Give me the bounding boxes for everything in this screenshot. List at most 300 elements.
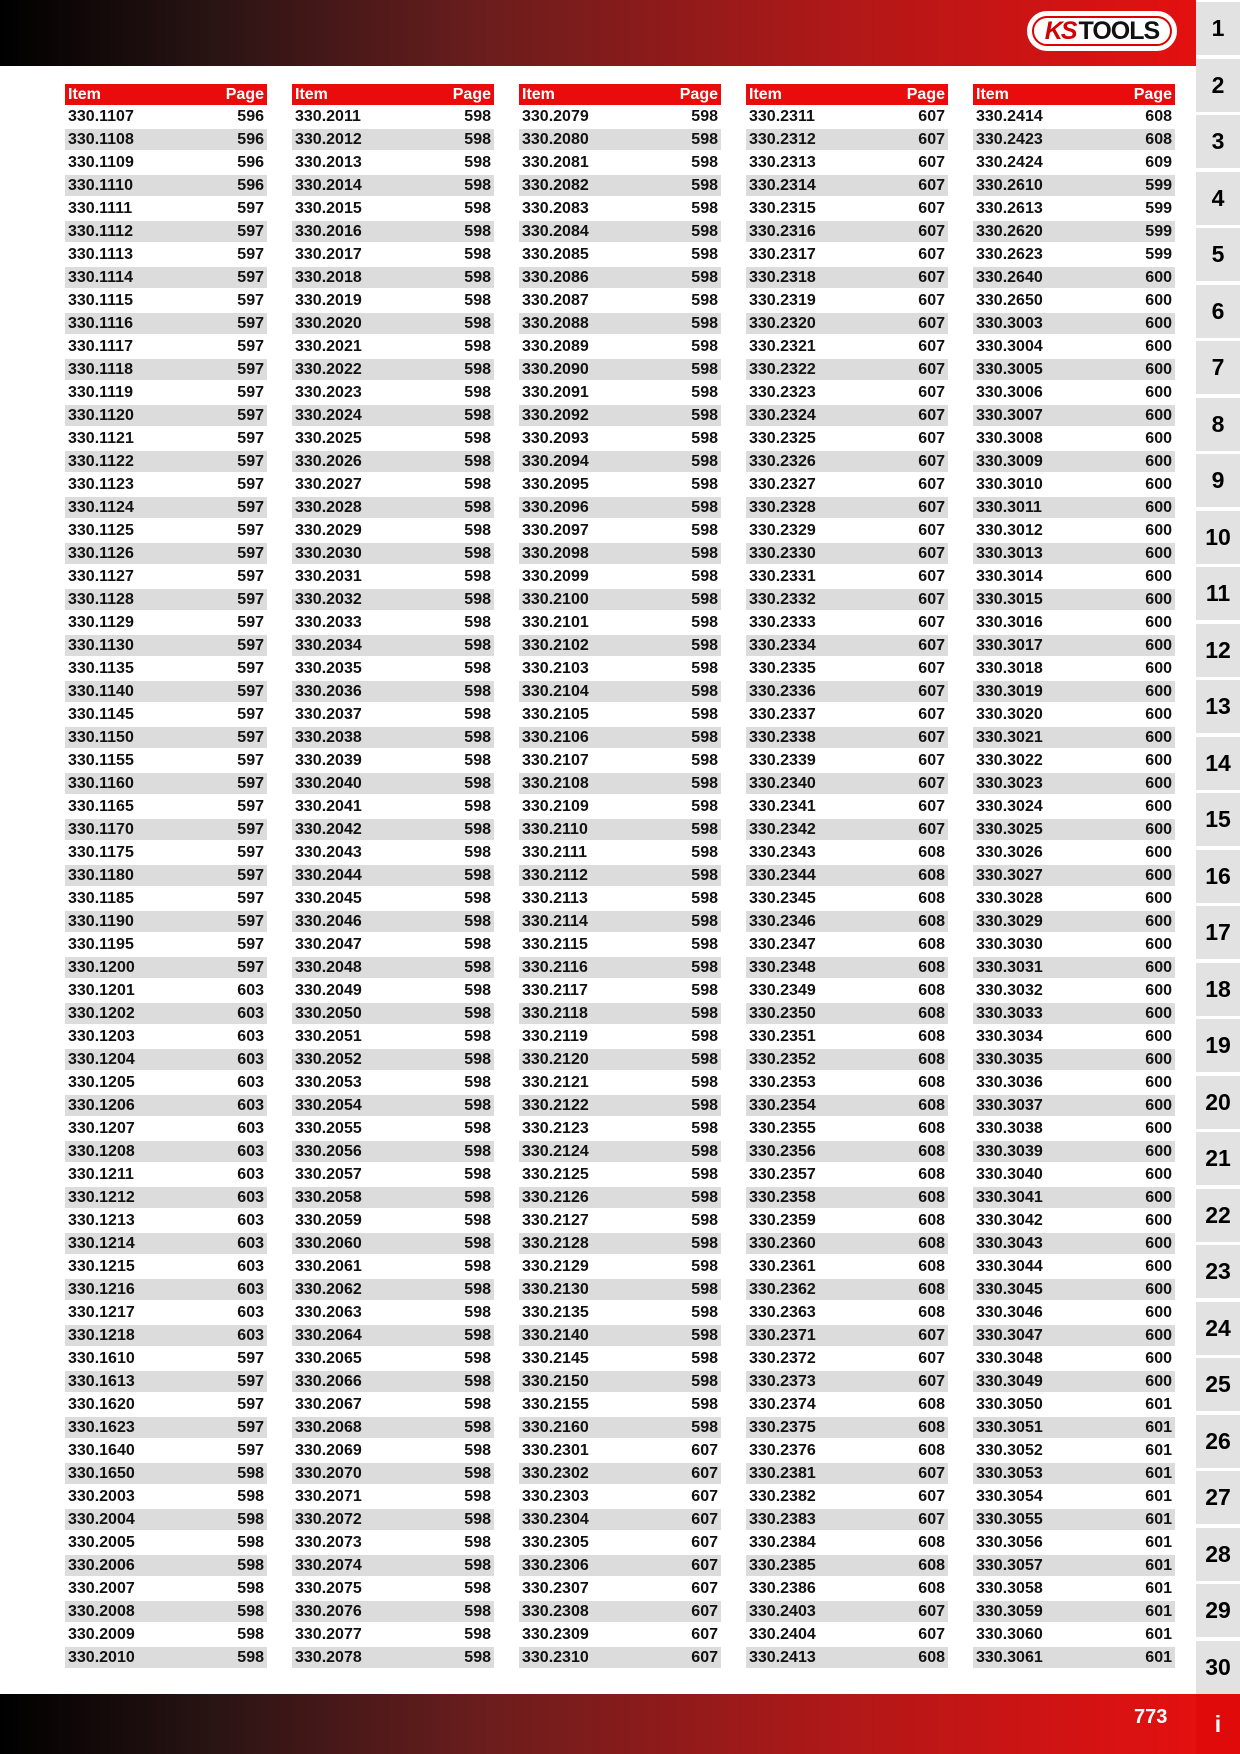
chapter-tab-21[interactable]: 21 xyxy=(1196,1132,1240,1185)
table-row xyxy=(746,1049,948,1070)
page-reference: 598 xyxy=(691,107,718,125)
item-number: 330.1208 xyxy=(68,1142,135,1160)
table-row xyxy=(292,934,494,955)
table-row xyxy=(292,1095,494,1116)
table-row xyxy=(973,290,1175,311)
table-row xyxy=(519,1164,721,1185)
table-row xyxy=(65,888,267,909)
item-number: 330.2031 xyxy=(295,567,362,585)
page-reference: 598 xyxy=(691,1303,718,1321)
item-number: 330.1120 xyxy=(68,406,134,424)
table-row xyxy=(519,635,721,656)
item-number: 330.3042 xyxy=(976,1211,1043,1229)
table-row xyxy=(973,313,1175,334)
page-reference: 598 xyxy=(237,1510,264,1528)
page-reference: 600 xyxy=(1145,889,1172,907)
item-number: 330.2374 xyxy=(749,1395,816,1413)
page-reference: 597 xyxy=(237,521,264,539)
page-reference: 598 xyxy=(464,1648,491,1666)
page-reference: 598 xyxy=(464,360,491,378)
page-reference: 598 xyxy=(464,245,491,263)
table-row xyxy=(519,1371,721,1392)
table-row xyxy=(65,290,267,311)
item-number: 330.2650 xyxy=(976,291,1043,309)
page-reference: 598 xyxy=(464,981,491,999)
item-number: 330.2150 xyxy=(522,1372,589,1390)
table-row xyxy=(519,405,721,426)
item-number: 330.2404 xyxy=(749,1625,816,1643)
table-row xyxy=(973,1210,1175,1231)
item-number: 330.2029 xyxy=(295,521,362,539)
table-row xyxy=(973,1417,1175,1438)
item-number: 330.2122 xyxy=(522,1096,589,1114)
item-number: 330.1118 xyxy=(68,360,133,378)
page-reference: 598 xyxy=(237,1648,264,1666)
page-reference: 598 xyxy=(691,1234,718,1252)
chapter-tab-25[interactable]: 25 xyxy=(1196,1358,1240,1411)
item-number: 330.3009 xyxy=(976,452,1043,470)
table-row xyxy=(292,1601,494,1622)
table-row xyxy=(973,1164,1175,1185)
page-reference: 600 xyxy=(1145,1165,1172,1183)
table-row xyxy=(973,474,1175,495)
page-reference: 607 xyxy=(918,521,945,539)
page-reference: 598 xyxy=(464,544,491,562)
item-number: 330.1121 xyxy=(68,429,134,447)
table-row xyxy=(65,1325,267,1346)
table-row xyxy=(746,520,948,541)
table-row xyxy=(973,865,1175,886)
page-reference: 607 xyxy=(918,567,945,585)
table-row xyxy=(292,1624,494,1645)
table-row xyxy=(292,888,494,909)
chapter-tab-13[interactable]: 13 xyxy=(1196,680,1240,733)
page-reference: 597 xyxy=(237,314,264,332)
item-number: 330.1206 xyxy=(68,1096,135,1114)
item-number: 330.2033 xyxy=(295,613,362,631)
item-number: 330.3007 xyxy=(976,406,1043,424)
table-row xyxy=(973,1141,1175,1162)
page-reference: 598 xyxy=(464,774,491,792)
item-number: 330.2341 xyxy=(749,797,816,815)
item-number: 330.3049 xyxy=(976,1372,1043,1390)
item-number: 330.2072 xyxy=(295,1510,362,1528)
page-reference: 603 xyxy=(237,1004,264,1022)
chapter-tab-14[interactable]: 14 xyxy=(1196,737,1240,790)
item-number: 330.2116 xyxy=(522,958,588,976)
chapter-tab-18[interactable]: 18 xyxy=(1196,963,1240,1016)
page-reference: 598 xyxy=(691,866,718,884)
table-row xyxy=(292,980,494,1001)
page-reference: 598 xyxy=(237,1625,264,1643)
page-reference: 607 xyxy=(918,751,945,769)
chapter-tab-11[interactable]: 11 xyxy=(1196,567,1240,620)
table-row xyxy=(973,704,1175,725)
item-number: 330.2610 xyxy=(976,176,1043,194)
chapter-tab-20[interactable]: 20 xyxy=(1196,1076,1240,1129)
item-number: 330.1123 xyxy=(68,475,134,493)
info-tab[interactable]: i xyxy=(1196,1694,1240,1754)
table-row xyxy=(519,152,721,173)
page-reference: 603 xyxy=(237,1119,264,1137)
item-number: 330.2109 xyxy=(522,797,589,815)
chapter-tab-1[interactable]: 1 xyxy=(1196,2,1240,55)
page-reference: 598 xyxy=(464,590,491,608)
table-row xyxy=(65,221,267,242)
table-row xyxy=(292,658,494,679)
table-row xyxy=(973,1371,1175,1392)
item-number: 330.2344 xyxy=(749,866,816,884)
table-row xyxy=(292,520,494,541)
item-number: 330.2085 xyxy=(522,245,589,263)
table-row xyxy=(65,1118,267,1139)
item-number: 330.3018 xyxy=(976,659,1043,677)
item-number: 330.2324 xyxy=(749,406,816,424)
table-row xyxy=(746,1417,948,1438)
table-row xyxy=(65,842,267,863)
page-reference: 600 xyxy=(1145,751,1172,769)
item-number: 330.1202 xyxy=(68,1004,135,1022)
page-reference: 598 xyxy=(691,544,718,562)
table-row xyxy=(292,1440,494,1461)
table-row xyxy=(973,244,1175,265)
page-reference: 598 xyxy=(464,1050,491,1068)
page-reference: 607 xyxy=(918,475,945,493)
item-number: 330.3012 xyxy=(976,521,1043,539)
page-reference: 607 xyxy=(691,1487,718,1505)
page-reference: 600 xyxy=(1145,406,1172,424)
chapter-tab-16[interactable]: 16 xyxy=(1196,850,1240,903)
item-number: 330.2061 xyxy=(295,1257,362,1275)
page-reference: 598 xyxy=(691,958,718,976)
table-row xyxy=(746,1302,948,1323)
table-row xyxy=(65,244,267,265)
page-reference: 598 xyxy=(691,797,718,815)
page-reference: 607 xyxy=(918,107,945,125)
table-row xyxy=(65,1233,267,1254)
page-reference: 598 xyxy=(691,429,718,447)
item-number: 330.2043 xyxy=(295,843,362,861)
item-number: 330.2035 xyxy=(295,659,362,677)
item-number: 330.2316 xyxy=(749,222,816,240)
item-number: 330.2362 xyxy=(749,1280,816,1298)
item-number: 330.1135 xyxy=(68,659,134,677)
page-reference: 600 xyxy=(1145,682,1172,700)
item-number: 330.2354 xyxy=(749,1096,816,1114)
page-reference: 608 xyxy=(918,1648,945,1666)
item-number: 330.3033 xyxy=(976,1004,1043,1022)
item-number: 330.2041 xyxy=(295,797,362,815)
item-number: 330.2308 xyxy=(522,1602,589,1620)
item-number: 330.2620 xyxy=(976,222,1043,240)
chapter-tab-22[interactable]: 22 xyxy=(1196,1189,1240,1242)
item-number: 330.1170 xyxy=(68,820,134,838)
page-reference: 607 xyxy=(918,245,945,263)
table-row xyxy=(973,1003,1175,1024)
table-row xyxy=(519,750,721,771)
page-reference: 600 xyxy=(1145,912,1172,930)
item-number: 330.2119 xyxy=(522,1027,588,1045)
item-number: 330.1127 xyxy=(68,567,134,585)
page-reference: 597 xyxy=(237,751,264,769)
item-number: 330.1215 xyxy=(68,1257,135,1275)
page-reference: 599 xyxy=(1145,245,1172,263)
item-number: 330.1207 xyxy=(68,1119,135,1137)
item-number: 330.2009 xyxy=(68,1625,135,1643)
item-number: 330.2013 xyxy=(295,153,362,171)
item-number: 330.2028 xyxy=(295,498,362,516)
page-reference: 598 xyxy=(464,1188,491,1206)
page-reference: 598 xyxy=(464,1073,491,1091)
table-row xyxy=(65,1624,267,1645)
item-number: 330.3014 xyxy=(976,567,1043,585)
chapter-tab-7[interactable]: 7 xyxy=(1196,341,1240,394)
table-row xyxy=(973,1233,1175,1254)
item-number: 330.2111 xyxy=(522,843,587,861)
chapter-tab-29[interactable]: 29 xyxy=(1196,1584,1240,1637)
page-reference: 603 xyxy=(237,981,264,999)
page-reference: 598 xyxy=(691,1165,718,1183)
page-reference: 598 xyxy=(691,199,718,217)
chapter-tab-26[interactable]: 26 xyxy=(1196,1415,1240,1468)
page-reference: 598 xyxy=(464,866,491,884)
page-reference: 598 xyxy=(691,728,718,746)
page-reference: 598 xyxy=(691,1280,718,1298)
item-number: 330.1124 xyxy=(68,498,134,516)
item-number: 330.3005 xyxy=(976,360,1043,378)
page-reference: 608 xyxy=(918,912,945,930)
item-number: 330.2343 xyxy=(749,843,816,861)
page-reference: 598 xyxy=(464,268,491,286)
item-number: 330.1116 xyxy=(68,314,133,332)
page-reference: 597 xyxy=(237,1441,264,1459)
table-row xyxy=(292,1647,494,1668)
item-number: 330.1108 xyxy=(68,130,134,148)
item-number: 330.2052 xyxy=(295,1050,362,1068)
table-row xyxy=(292,336,494,357)
item-number: 330.2084 xyxy=(522,222,589,240)
item-number: 330.2042 xyxy=(295,820,362,838)
page-reference: 600 xyxy=(1145,1280,1172,1298)
page-reference: 600 xyxy=(1145,1257,1172,1275)
table-row xyxy=(746,1141,948,1162)
page-reference: 597 xyxy=(237,1418,264,1436)
item-number: 330.2025 xyxy=(295,429,362,447)
table-row xyxy=(973,796,1175,817)
page-reference: 598 xyxy=(691,590,718,608)
item-number: 330.1160 xyxy=(68,774,134,792)
item-number: 330.2108 xyxy=(522,774,589,792)
chapter-tab-5[interactable]: 5 xyxy=(1196,228,1240,281)
index-column xyxy=(973,84,1175,1670)
page-reference: 607 xyxy=(691,1556,718,1574)
page-reference: 598 xyxy=(464,429,491,447)
page-reference: 598 xyxy=(464,291,491,309)
table-row xyxy=(746,1072,948,1093)
page-reference: 601 xyxy=(1145,1625,1172,1643)
item-number: 330.1130 xyxy=(68,636,134,654)
table-row xyxy=(292,1302,494,1323)
item-number: 330.1155 xyxy=(68,751,134,769)
table-row xyxy=(519,313,721,334)
page-reference: 598 xyxy=(464,1119,491,1137)
table-row xyxy=(292,1279,494,1300)
table-row xyxy=(65,152,267,173)
page-reference: 597 xyxy=(237,636,264,654)
page-reference: 600 xyxy=(1145,1073,1172,1091)
page-reference: 608 xyxy=(918,843,945,861)
table-row xyxy=(973,957,1175,978)
page-reference: 598 xyxy=(464,1510,491,1528)
page-reference: 598 xyxy=(464,567,491,585)
item-number: 330.2023 xyxy=(295,383,362,401)
item-number: 330.2049 xyxy=(295,981,362,999)
item-number: 330.3039 xyxy=(976,1142,1043,1160)
page-reference: 607 xyxy=(918,176,945,194)
table-row xyxy=(65,359,267,380)
page-reference: 600 xyxy=(1145,1234,1172,1252)
page-reference: 600 xyxy=(1145,613,1172,631)
table-row xyxy=(292,704,494,725)
chapter-tab-8[interactable]: 8 xyxy=(1196,398,1240,451)
item-number: 330.2073 xyxy=(295,1533,362,1551)
table-row xyxy=(746,428,948,449)
item-number: 330.1145 xyxy=(68,705,134,723)
page-reference: 608 xyxy=(1145,107,1172,125)
page-reference: 597 xyxy=(237,912,264,930)
table-row xyxy=(292,1532,494,1553)
table-row xyxy=(292,957,494,978)
table-row xyxy=(519,681,721,702)
table-row xyxy=(746,1279,948,1300)
footer-bar xyxy=(0,1694,1196,1754)
item-number: 330.2038 xyxy=(295,728,362,746)
page-reference: 607 xyxy=(691,1625,718,1643)
page-reference: 598 xyxy=(691,935,718,953)
item-number: 330.1203 xyxy=(68,1027,135,1045)
table-row xyxy=(973,1256,1175,1277)
item-number: 330.2349 xyxy=(749,981,816,999)
page-reference: 598 xyxy=(691,567,718,585)
page-reference: 601 xyxy=(1145,1395,1172,1413)
page-reference: 608 xyxy=(918,1188,945,1206)
page-reference: 597 xyxy=(237,406,264,424)
item-number: 330.3020 xyxy=(976,705,1043,723)
chapter-tab-9[interactable]: 9 xyxy=(1196,454,1240,507)
item-number: 330.2127 xyxy=(522,1211,589,1229)
item-number: 330.3008 xyxy=(976,429,1043,447)
item-number: 330.2360 xyxy=(749,1234,816,1252)
table-row xyxy=(519,129,721,150)
page-reference: 598 xyxy=(237,1579,264,1597)
chapter-tab-10[interactable]: 10 xyxy=(1196,511,1240,564)
table-row xyxy=(65,1394,267,1415)
chapter-tab-23[interactable]: 23 xyxy=(1196,1245,1240,1298)
table-row xyxy=(65,1463,267,1484)
chapter-tab-4[interactable]: 4 xyxy=(1196,172,1240,225)
item-number: 330.2102 xyxy=(522,636,589,654)
chapter-tab-24[interactable]: 24 xyxy=(1196,1302,1240,1355)
item-number: 330.2051 xyxy=(295,1027,362,1045)
table-row xyxy=(65,1555,267,1576)
page-reference: 600 xyxy=(1145,820,1172,838)
item-number: 330.3034 xyxy=(976,1027,1043,1045)
table-row xyxy=(292,290,494,311)
table-header xyxy=(746,84,948,105)
table-row xyxy=(746,1578,948,1599)
page-reference: 598 xyxy=(691,1073,718,1091)
item-number: 330.2381 xyxy=(749,1464,816,1482)
page-reference: 598 xyxy=(464,199,491,217)
page-reference: 607 xyxy=(918,728,945,746)
item-number: 330.2063 xyxy=(295,1303,362,1321)
table-row xyxy=(746,198,948,219)
chapter-tab-19[interactable]: 19 xyxy=(1196,1019,1240,1072)
page-reference: 607 xyxy=(918,383,945,401)
item-number: 330.2017 xyxy=(295,245,362,263)
item-number: 330.2068 xyxy=(295,1418,362,1436)
table-row xyxy=(746,658,948,679)
item-number: 330.2347 xyxy=(749,935,816,953)
item-number: 330.3051 xyxy=(976,1418,1043,1436)
table-row xyxy=(746,773,948,794)
page-reference: 601 xyxy=(1145,1579,1172,1597)
item-number: 330.3028 xyxy=(976,889,1043,907)
page-reference: 601 xyxy=(1145,1487,1172,1505)
table-row xyxy=(519,1049,721,1070)
chapter-tab-27[interactable]: 27 xyxy=(1196,1471,1240,1524)
page-reference: 598 xyxy=(691,314,718,332)
table-row xyxy=(292,1049,494,1070)
chapter-tab-2[interactable]: 2 xyxy=(1196,59,1240,112)
page-reference: 597 xyxy=(237,383,264,401)
page-reference: 600 xyxy=(1145,1119,1172,1137)
page-reference: 598 xyxy=(691,291,718,309)
page-reference: 597 xyxy=(237,590,264,608)
chapter-tab-17[interactable]: 17 xyxy=(1196,906,1240,959)
table-row xyxy=(292,1578,494,1599)
item-number: 330.2071 xyxy=(295,1487,362,1505)
page-reference: 598 xyxy=(691,521,718,539)
item-number: 330.2335 xyxy=(749,659,816,677)
chapter-tab-3[interactable]: 3 xyxy=(1196,115,1240,168)
chapter-tab-30[interactable]: 30 xyxy=(1196,1641,1240,1694)
table-row xyxy=(746,681,948,702)
page-reference: 598 xyxy=(691,337,718,355)
chapter-tab-28[interactable]: 28 xyxy=(1196,1528,1240,1581)
table-row xyxy=(746,1532,948,1553)
item-number: 330.2315 xyxy=(749,199,816,217)
table-row xyxy=(519,1532,721,1553)
chapter-tab-15[interactable]: 15 xyxy=(1196,793,1240,846)
item-number: 330.2078 xyxy=(295,1648,362,1666)
item-number: 330.1165 xyxy=(68,797,134,815)
chapter-tab-6[interactable]: 6 xyxy=(1196,285,1240,338)
item-number: 330.1140 xyxy=(68,682,134,700)
item-number: 330.2355 xyxy=(749,1119,816,1137)
chapter-tab-12[interactable]: 12 xyxy=(1196,624,1240,677)
page-reference: 598 xyxy=(237,1556,264,1574)
table-row xyxy=(973,773,1175,794)
item-number: 330.2030 xyxy=(295,544,362,562)
table-row xyxy=(519,796,721,817)
table-row xyxy=(746,589,948,610)
page-reference: 607 xyxy=(918,774,945,792)
table-row xyxy=(65,658,267,679)
item-number: 330.2351 xyxy=(749,1027,816,1045)
page-reference: 598 xyxy=(464,1142,491,1160)
item-number: 330.1217 xyxy=(68,1303,135,1321)
